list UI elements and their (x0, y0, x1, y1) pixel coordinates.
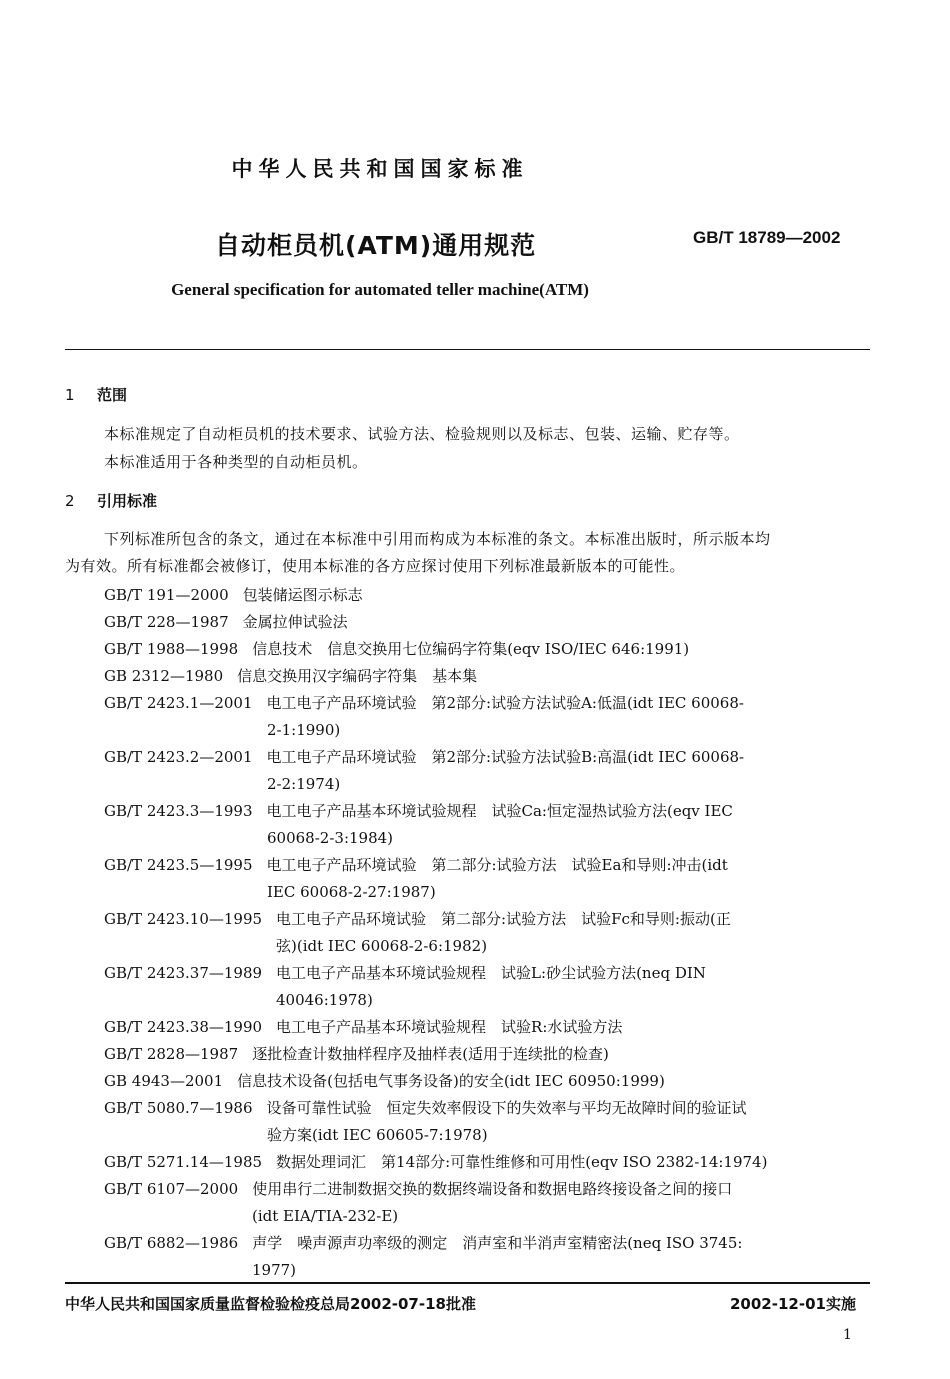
section-2-heading (65, 490, 157, 511)
national-standard-heading: 中华人民共和国国家标准 (231, 157, 529, 181)
reference-item (104, 636, 870, 663)
approval-statement: 中华人民共和国国家质量监督检验检疫总局2002-07-18批准 (65, 1295, 476, 1313)
reference-item (104, 798, 870, 852)
reference-item (104, 609, 870, 636)
reference-title: 电工电子产品基本环境试验规程 试验R:水试验方法 (276, 1018, 623, 1036)
reference-item (104, 1095, 870, 1149)
reference-title: 电工电子产品基本环境试验规程 试验L:砂尘试验方法(neq DIN (276, 964, 706, 982)
reference-title-continuation: 弦)(idt IEC 60068-2-6:1982) (276, 937, 488, 955)
reference-title-continuation: 1977) (252, 1261, 297, 1279)
section-1-title: 范围 (97, 386, 128, 404)
reference-code: GB/T 2423.38—1990 (104, 1018, 263, 1036)
reference-title: 信息技术 信息交换用七位编码字符集(eqv ISO/IEC 646:1991) (252, 640, 690, 658)
english-title: General specification for automated teller machine(ATM) (171, 280, 589, 299)
reference-code: GB/T 1988—1998 (104, 640, 239, 658)
reference-item (104, 582, 870, 609)
reference-item (104, 1068, 870, 1095)
reference-code: GB/T 5271.14—1985 (104, 1153, 263, 1171)
reference-item (104, 1041, 870, 1068)
reference-code: GB/T 6107—2000 (104, 1180, 239, 1198)
section-1-paragraph-2: 本标准适用于各种类型的自动柜员机。 (104, 453, 368, 471)
reference-code: GB/T 191—2000 (104, 586, 229, 604)
reference-item (104, 1149, 870, 1176)
reference-title: 逐批检查计数抽样程序及抽样表(适用于连续批的检查) (252, 1045, 609, 1063)
reference-title: 信息交换用汉字编码字符集 基本集 (237, 667, 478, 685)
reference-item (104, 1014, 870, 1041)
reference-code: GB/T 2423.10—1995 (104, 910, 263, 928)
reference-code: GB/T 5080.7—1986 (104, 1099, 253, 1117)
reference-title-continuation: 40046:1978) (276, 991, 373, 1009)
reference-code: GB/T 228—1987 (104, 613, 229, 631)
reference-code: GB/T 2423.37—1989 (104, 964, 263, 982)
reference-title: 数据处理词汇 第14部分:可靠性维修和可用性(eqv ISO 2382-14:1974) (276, 1153, 768, 1171)
reference-code: GB/T 2423.5—1995 (104, 856, 253, 874)
section-2-intro-line-2: 为有效。所有标准都会被修订，使用本标准的各方应探讨使用下列标准最新版本的可能性。 (65, 557, 686, 575)
reference-title-continuation: 验方案(idt IEC 60605-7:1978) (267, 1126, 488, 1144)
reference-item (104, 744, 870, 798)
page-number: 1 (843, 1327, 852, 1343)
top-divider (65, 349, 870, 350)
reference-item (104, 852, 870, 906)
reference-title: 设备可靠性试验 恒定失效率假设下的失效率与平均无故障时间的验证试 (266, 1099, 747, 1117)
reference-code: GB 2312—1980 (104, 667, 224, 685)
section-1-heading (65, 384, 127, 405)
reference-code: GB/T 2423.3—1993 (104, 802, 253, 820)
reference-item (104, 663, 870, 690)
reference-title: 电工电子产品环境试验 第2部分:试验方法试验A:低温(idt IEC 60068- (266, 694, 744, 712)
reference-title: 电工电子产品环境试验 第2部分:试验方法试验B:高温(idt IEC 60068- (266, 748, 745, 766)
reference-title: 使用串行二进制数据交换的数据终端设备和数据电路终接设备之间的接口 (252, 1180, 733, 1198)
reference-title: 声学 噪声源声功率级的测定 消声室和半消声室精密法(neq ISO 3745: (252, 1234, 743, 1252)
reference-code: GB/T 2423.2—2001 (104, 748, 253, 766)
reference-title-continuation: 2-1:1990) (267, 721, 341, 739)
reference-code: GB/T 2828—1987 (104, 1045, 239, 1063)
implementation-date: 2002-12-01实施 (730, 1295, 856, 1313)
reference-title-continuation: 2-2:1974) (267, 775, 341, 793)
bottom-divider (65, 1282, 870, 1284)
standard-number: GB/T 18789—2002 (693, 228, 841, 247)
reference-title-continuation: (idt EIA/TIA-232-E) (252, 1207, 399, 1225)
reference-code: GB 4943—2001 (104, 1072, 224, 1090)
reference-item (104, 690, 870, 744)
reference-title-continuation: 60068-2-3:1984) (267, 829, 394, 847)
reference-code: GB/T 2423.1—2001 (104, 694, 253, 712)
section-2-title: 引用标准 (97, 492, 158, 510)
reference-title: 信息技术设备(包括电气事务设备)的安全(idt IEC 60950:1999) (237, 1072, 665, 1090)
section-2-number: 2 (65, 492, 75, 510)
section-2-intro-line-1: 下列标准所包含的条文，通过在本标准中引用而构成为本标准的条文。本标准出版时，所示版本均 (104, 530, 771, 548)
reference-item (104, 906, 870, 960)
reference-item (104, 1230, 870, 1284)
reference-item (104, 1176, 870, 1230)
reference-title: 电工电子产品环境试验 第二部分:试验方法 试验Fc和导则:振动(正 (276, 910, 731, 928)
reference-title: 包装储运图示标志 (242, 586, 363, 604)
reference-title: 电工电子产品环境试验 第二部分:试验方法 试验Ea和导则:冲击(idt (266, 856, 728, 874)
section-1-paragraph-1: 本标准规定了自动柜员机的技术要求、试验方法、检验规则以及标志、包装、运输、贮存等。 (104, 425, 740, 443)
reference-title: 电工电子产品基本环境试验规程 试验Ca:恒定湿热试验方法(eqv IEC (266, 802, 733, 820)
section-1-number: 1 (65, 386, 75, 404)
chinese-title: 自动柜员机(ATM)通用规范 (215, 231, 537, 260)
reference-item (104, 960, 870, 1014)
reference-title: 金属拉伸试验法 (242, 613, 348, 631)
reference-title-continuation: IEC 60068-2-27:1987) (267, 883, 436, 901)
reference-code: GB/T 6882—1986 (104, 1234, 239, 1252)
